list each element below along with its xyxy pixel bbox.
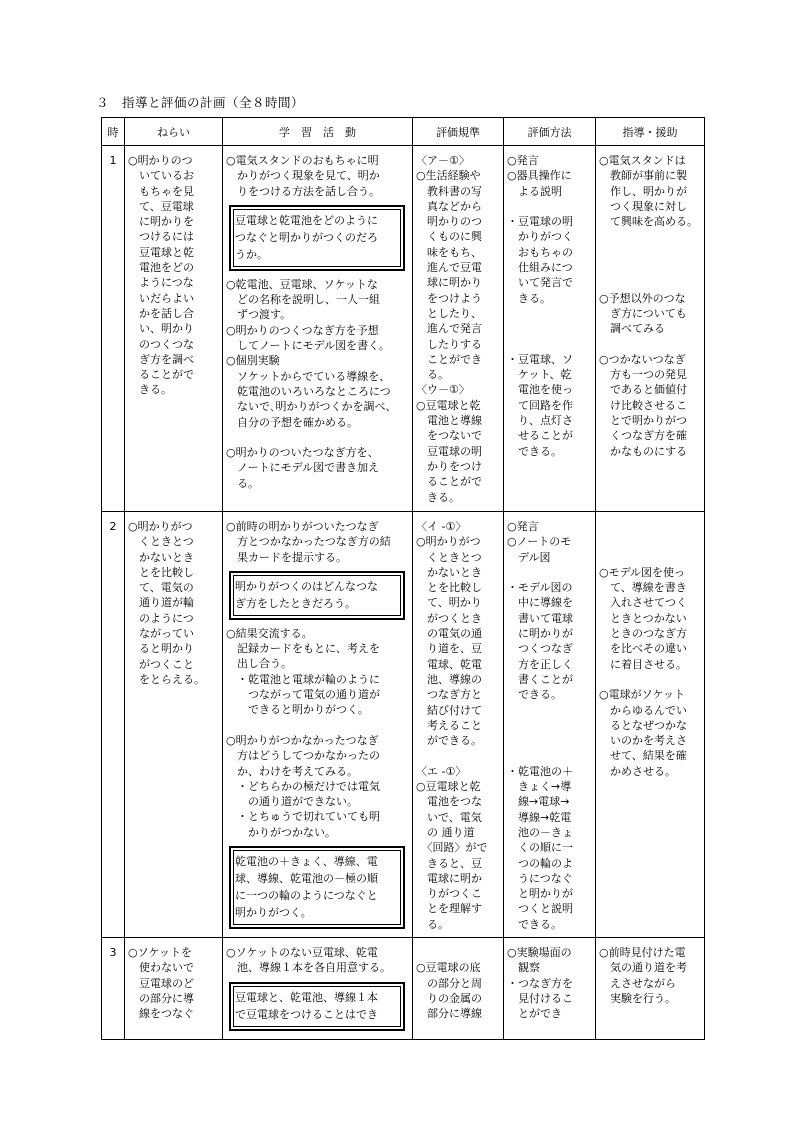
- criteria-line: 球に明かり: [416, 276, 482, 290]
- criteria-line: 味をもち、: [416, 245, 482, 259]
- problem-line: 豆電球と、乾電池、導線１本: [235, 990, 378, 1004]
- method-line: [507, 703, 592, 718]
- criteria-cell: [413, 938, 504, 1040]
- activity-line: ノートにモデル図で書き加え: [226, 461, 380, 475]
- method-line: ・つなぎ方を: [507, 976, 573, 990]
- activity-line: ないで､明かりがつくかを調べ、: [226, 400, 397, 414]
- aim-line: つけるには: [128, 230, 194, 244]
- support-line: ぎ方についても: [599, 306, 687, 320]
- aim-line: をとらえる。: [128, 672, 205, 686]
- method-line: よる説明: [507, 184, 562, 198]
- activity-line: 果カードを提示する。: [226, 550, 347, 564]
- support-line: ○前時見付けた電: [599, 946, 686, 960]
- method-line: [507, 306, 592, 321]
- activity-line: 乾電池のいろいろなところにつ: [226, 384, 391, 398]
- aim-line: ながってい: [128, 627, 194, 641]
- aim-line: 通り道が輪: [128, 596, 194, 610]
- method-line: できる。: [507, 917, 562, 931]
- criteria-line: くものに興: [416, 230, 482, 244]
- criteria-line: をつけよう: [416, 291, 482, 305]
- support-line: ○電気スタンドは: [599, 154, 686, 167]
- header-activity: 学 習 活 動: [223, 118, 413, 146]
- method-cell: [504, 512, 596, 938]
- method-line: 線→電球→: [507, 795, 570, 809]
- method-line: 中に導線を: [507, 596, 573, 610]
- activity-line: [226, 718, 409, 733]
- aim-line: い、明かり: [128, 322, 194, 336]
- hour-cell: 3: [102, 938, 125, 1040]
- problem-line: ぎ方をしたときだろう。: [235, 596, 356, 610]
- activity-line: ○明かりのつくつなぎ方を予想: [226, 323, 379, 337]
- method-line: くの順に一: [507, 841, 573, 855]
- criteria-line: をつないで: [416, 429, 482, 443]
- activity-line: かりがつかない。: [226, 825, 336, 839]
- aim-line: ようにつな: [128, 276, 194, 290]
- support-line: せて、結果を確: [599, 749, 687, 763]
- criteria-line: 結び付けて: [416, 703, 482, 717]
- method-line: て回路を作: [507, 398, 573, 412]
- problem-line: で豆電球をつけることはでき: [235, 1007, 378, 1021]
- lesson-plan-table: [101, 117, 705, 1040]
- support-line: て興味を高める。: [599, 215, 698, 229]
- support-line: て、導線を書き: [599, 581, 687, 595]
- criteria-line: 電池と導線: [416, 414, 482, 428]
- criteria-line: 真などから: [416, 199, 482, 213]
- method-line: いて発言で: [507, 276, 573, 290]
- activity-line: の通り道ができない。: [226, 795, 358, 809]
- method-line: と明かりが: [507, 887, 573, 901]
- aim-cell: [125, 146, 223, 512]
- method-line: かりがつく: [507, 230, 573, 244]
- method-line: 書いて電球: [507, 611, 573, 625]
- criteria-line: ○明かりがつ: [416, 535, 481, 549]
- criteria-line: 進んで発言: [416, 322, 482, 336]
- activity-line: 出し合う。: [226, 657, 292, 671]
- aim-line: きる。: [128, 383, 172, 397]
- criteria-line: ることがで: [416, 475, 482, 489]
- aim-line: ることがで: [128, 368, 194, 382]
- method-line: ・豆電球、ソ: [507, 352, 573, 366]
- criteria-line: したりする: [416, 337, 482, 351]
- problem-box: [229, 205, 405, 271]
- problem-box: [229, 982, 405, 1031]
- support-line: 実験を行う。: [599, 991, 676, 1005]
- support-line: [599, 229, 701, 244]
- criteria-line: きる。: [416, 490, 460, 504]
- method-line: 導線→乾電: [507, 810, 572, 824]
- activity-line: 方とつかなかったつなぎ方の結: [226, 535, 391, 549]
- method-line: [507, 321, 592, 336]
- hour-cell: 1: [102, 146, 125, 512]
- support-line: [599, 260, 701, 275]
- criteria-line: 〈ウ－①〉: [416, 383, 470, 397]
- criteria-line: 〈ア－①〉: [416, 154, 470, 167]
- criteria-line: 〈イ -①〉: [416, 520, 467, 533]
- method-cell: [504, 146, 596, 512]
- criteria-line: りの金属の: [416, 991, 482, 1005]
- method-line: ○発言: [507, 154, 539, 167]
- problem-box: [229, 571, 405, 620]
- support-line: 方も一つの発見: [599, 368, 687, 382]
- support-line: [599, 672, 701, 687]
- support-line: [599, 337, 701, 352]
- criteria-line: くときとつ: [416, 550, 482, 564]
- summary-line: 明かりがつく。: [235, 906, 312, 920]
- criteria-line: 〈回路〉がで: [416, 841, 488, 855]
- method-line: ○発言: [507, 520, 539, 533]
- summary-box: [229, 846, 405, 929]
- activity-line: か、わけを考えてみる。: [226, 764, 358, 778]
- method-line: ○ノートのモ: [507, 535, 572, 549]
- support-line: いのかを考えさ: [599, 734, 687, 748]
- method-line: とができ: [507, 1007, 562, 1021]
- support-cell: [596, 512, 705, 938]
- activity-line: つながって電気の通り道が: [226, 688, 380, 702]
- criteria-line: 池、導線の: [416, 672, 482, 686]
- method-line: 方を正しく: [507, 657, 573, 671]
- summary-line: 乾電池の＋きょく、導線、電: [235, 855, 378, 869]
- activity-line: ・どちらかの極だけでは電気: [226, 779, 380, 793]
- support-line: に着目させる。: [599, 657, 687, 671]
- activity-line: 記録カードをもとに、考えを: [226, 642, 380, 656]
- support-cell: [596, 146, 705, 512]
- aim-line: ○明かりのつ: [128, 154, 193, 167]
- activity-line: ○結果交流する。: [226, 626, 313, 640]
- problem-line: 明かりがつくのはどんなつな: [235, 579, 378, 593]
- criteria-line: 進んで豆電: [416, 261, 482, 275]
- header-aim: ねらい: [125, 118, 223, 146]
- criteria-line: 考えること: [416, 718, 482, 732]
- activity-cell: [223, 146, 413, 512]
- method-line: きょく→導: [507, 780, 572, 794]
- activity-cell: [223, 938, 413, 1040]
- support-cell: [596, 938, 705, 1040]
- method-line: [507, 565, 592, 580]
- method-line: デル図: [507, 550, 551, 564]
- hour-cell: 2: [102, 512, 125, 938]
- aim-line: 使わないで: [128, 961, 194, 975]
- aim-line: のようにつ: [128, 611, 194, 625]
- activity-line: ○明かりがつかなかったつなぎ: [226, 733, 379, 747]
- aim-line: もちゃを見: [128, 184, 194, 198]
- method-line: おもちゃの: [507, 245, 573, 259]
- problem-line: うか。: [235, 247, 268, 261]
- support-line: [599, 519, 701, 534]
- method-line: [507, 748, 592, 763]
- support-line: ○モデル図を使っ: [599, 565, 686, 579]
- criteria-line: がつくとき: [416, 611, 482, 625]
- criteria-line: 部分に導線: [416, 1007, 482, 1021]
- activity-line: ・乾電池と電球が輪のように: [226, 672, 380, 686]
- criteria-line: つなぎ方と: [416, 688, 482, 702]
- aim-line: のつくつな: [128, 337, 194, 351]
- method-line: できる。: [507, 444, 562, 458]
- support-line: 作し、明かりが: [599, 184, 687, 198]
- support-line: 教師が事前に製: [599, 169, 687, 183]
- support-line: [599, 550, 701, 565]
- activity-line: できると明かりがつく。: [226, 703, 369, 717]
- criteria-line: かりをつけ: [416, 459, 482, 473]
- criteria-line: る。: [416, 917, 449, 931]
- criteria-line: り道を、豆: [416, 642, 482, 656]
- criteria-line: 豆電球の明: [416, 444, 482, 458]
- criteria-line: [416, 748, 500, 763]
- method-line: [507, 733, 592, 748]
- method-line: ・豆電球の明: [507, 215, 573, 229]
- method-line: に明かりが: [507, 627, 573, 641]
- support-line: とで明かりがつ: [599, 414, 687, 428]
- criteria-line: る。: [416, 368, 449, 382]
- header-hour: 時: [102, 118, 125, 146]
- support-line: くつなぎ方を確: [599, 429, 687, 443]
- criteria-line: 電球に明か: [416, 871, 482, 885]
- aim-line: て、豆電球: [128, 199, 194, 213]
- activity-line: ○前時の明かりがついたつなぎ: [226, 520, 379, 533]
- method-line: [507, 199, 592, 214]
- criteria-line: とを比較し: [416, 581, 482, 595]
- criteria-line: の 通り道: [416, 825, 475, 839]
- support-line: 気の通り道を考: [599, 961, 687, 975]
- criteria-line: ことができ: [416, 352, 482, 366]
- activity-line: ソケットからでている導線を、: [226, 369, 391, 383]
- aim-line: いだらよい: [128, 291, 194, 305]
- aim-line: ○明かりがつ: [128, 520, 193, 533]
- method-line: ○器具操作に: [507, 169, 572, 183]
- table-row: [102, 938, 705, 1040]
- support-line: るとなぜつかな: [599, 718, 687, 732]
- support-line: ときのつなぎ方: [599, 627, 687, 641]
- criteria-line: [416, 945, 500, 960]
- criteria-line: 電球、乾電: [416, 657, 482, 671]
- activity-line: ○明かりのついたつなぎ方を、: [226, 446, 379, 460]
- activity-line: ○ソケットのない豆電球、乾電: [226, 946, 378, 960]
- summary-line: に一つの輪のようにつなぐと: [235, 889, 378, 903]
- activity-line: る。: [226, 476, 259, 490]
- criteria-cell: [413, 512, 504, 938]
- aim-line: 豆電球と乾: [128, 245, 194, 259]
- criteria-line: ○豆電球と乾: [416, 780, 481, 794]
- criteria-line: としたり、: [416, 306, 482, 320]
- activity-line: ○電気スタンドのおもちゃに明: [226, 154, 379, 167]
- support-line: ○予想以外のつな: [599, 291, 686, 305]
- criteria-cell: [413, 146, 504, 512]
- activity-line: ○乾電池、豆電球、ソケットな: [226, 277, 378, 291]
- support-line: を比べその違い: [599, 642, 687, 656]
- method-line: できる。: [507, 688, 562, 702]
- activity-line: 自分の予想を確かめる。: [226, 415, 358, 429]
- support-line: からゆるんでい: [599, 703, 687, 717]
- aim-line: て、電気の: [128, 581, 194, 595]
- method-line: ケット、乾: [507, 368, 572, 382]
- method-line: つくつなぎ: [507, 642, 573, 656]
- method-line: [507, 718, 592, 733]
- summary-line: 球、導線、乾電池の－極の順: [235, 872, 378, 886]
- criteria-line: かないとき: [416, 565, 482, 579]
- aim-line: かないとき: [128, 550, 194, 564]
- activity-line: かりがつく現象を見て、明か: [226, 169, 380, 183]
- criteria-line: いで、電気: [416, 810, 482, 824]
- method-line: 書くことが: [507, 672, 573, 686]
- support-line: 調べてみる: [599, 322, 665, 336]
- section-title: ３ 指導と評価の計画（全８時間）: [96, 95, 305, 110]
- activity-line: ・とちゅうで切れていても明: [226, 810, 380, 824]
- support-line: つく現象に対し: [599, 199, 687, 213]
- method-line: せることが: [507, 429, 573, 443]
- method-line: ・乾電池の＋: [507, 764, 573, 778]
- support-line: ○つかないつなぎ: [599, 352, 686, 366]
- support-line: 入れさせてつく: [599, 596, 687, 610]
- criteria-line: て、明かり: [416, 596, 482, 610]
- method-line: り、点灯さ: [507, 414, 573, 428]
- aim-line: かを話し合: [128, 306, 194, 320]
- criteria-line: ○豆電球の底: [416, 961, 481, 975]
- activity-line: 池、導線１本を各自用意する。: [226, 961, 391, 975]
- support-line: け比較させるこ: [599, 398, 687, 412]
- method-line: 電池を使っ: [507, 383, 573, 397]
- aim-line: くときとつ: [128, 535, 194, 549]
- criteria-line: の電気の通: [416, 627, 482, 641]
- method-line: [507, 337, 592, 352]
- problem-line: 豆電球と乾電池をどのように: [235, 213, 378, 227]
- method-line: つくと説明: [507, 902, 573, 916]
- criteria-line: の部分と周: [416, 976, 482, 990]
- aim-line: 電池をどの: [128, 261, 194, 275]
- criteria-line: きると、豆: [416, 856, 482, 870]
- aim-line: がつくこと: [128, 657, 194, 671]
- support-line: [599, 245, 701, 260]
- method-line: 観察: [507, 961, 540, 975]
- aim-line: とを比較し: [128, 565, 194, 579]
- method-line: 見付けるこ: [507, 991, 573, 1005]
- activity-line: ずつ渡す。: [226, 308, 292, 322]
- table-row: [102, 512, 705, 938]
- aim-line: いているお: [128, 169, 194, 183]
- criteria-line: ができる。: [416, 734, 482, 748]
- activity-line: りをつける方法を話し合う。: [226, 184, 380, 198]
- table-row: [102, 146, 705, 512]
- aim-line: の部分に導: [128, 991, 194, 1005]
- table-header-row: [102, 118, 705, 146]
- criteria-line: ○生活経験や: [416, 169, 481, 183]
- criteria-line: とを理解す: [416, 902, 482, 916]
- method-line: 仕組みにつ: [507, 261, 573, 275]
- activity-cell: [223, 512, 413, 938]
- aim-line: ると明かり: [128, 642, 194, 656]
- support-line: ときとつかない: [599, 611, 687, 625]
- method-line: ○実験場面の: [507, 946, 572, 960]
- method-line: 池の－きょ: [507, 825, 573, 839]
- header-criteria: 評価規準: [413, 118, 504, 146]
- activity-line: ○個別実験: [226, 354, 280, 368]
- method-line: うにつなぐ: [507, 871, 573, 885]
- criteria-line: ○豆電球と乾: [416, 398, 481, 412]
- activity-line: どの名称を説明し、一人一組: [226, 293, 380, 307]
- method-line: ・モデル図の: [507, 581, 573, 595]
- criteria-line: 〈エ -①〉: [416, 764, 467, 778]
- criteria-line: 明かりのつ: [416, 215, 482, 229]
- support-line: [599, 534, 701, 549]
- support-line: であると価値付: [599, 383, 687, 397]
- method-line: つの輪のよ: [507, 856, 573, 870]
- aim-line: ○ソケットを: [128, 946, 192, 960]
- aim-line: に明かりを: [128, 215, 194, 229]
- support-line: ○電球がソケット: [599, 688, 685, 702]
- header-method: 評価方法: [504, 118, 596, 146]
- criteria-line: 教科書の写: [416, 184, 482, 198]
- aim-line: ぎ方を調べ: [128, 352, 194, 366]
- support-line: [599, 275, 701, 290]
- aim-cell: [125, 938, 223, 1040]
- aim-line: 線をつなぐ: [128, 1007, 194, 1021]
- criteria-line: りがつくこ: [416, 887, 482, 901]
- activity-line: してノートにモデル図を書く。: [226, 339, 390, 353]
- activity-line: [226, 430, 409, 445]
- aim-line: 豆電球のど: [128, 976, 194, 990]
- method-line: きる。: [507, 291, 551, 305]
- criteria-line: 電池をつな: [416, 795, 482, 809]
- support-line: かなものにする: [599, 444, 687, 458]
- header-support: 指導・援助: [596, 118, 705, 146]
- method-cell: [504, 938, 596, 1040]
- aim-cell: [125, 512, 223, 938]
- activity-line: 方はどうしてつかなかったの: [226, 749, 380, 763]
- support-line: かめさせる。: [599, 764, 676, 778]
- problem-line: つなぐと明かりがつくのだろ: [235, 230, 378, 244]
- support-line: えさせながら: [599, 976, 676, 990]
